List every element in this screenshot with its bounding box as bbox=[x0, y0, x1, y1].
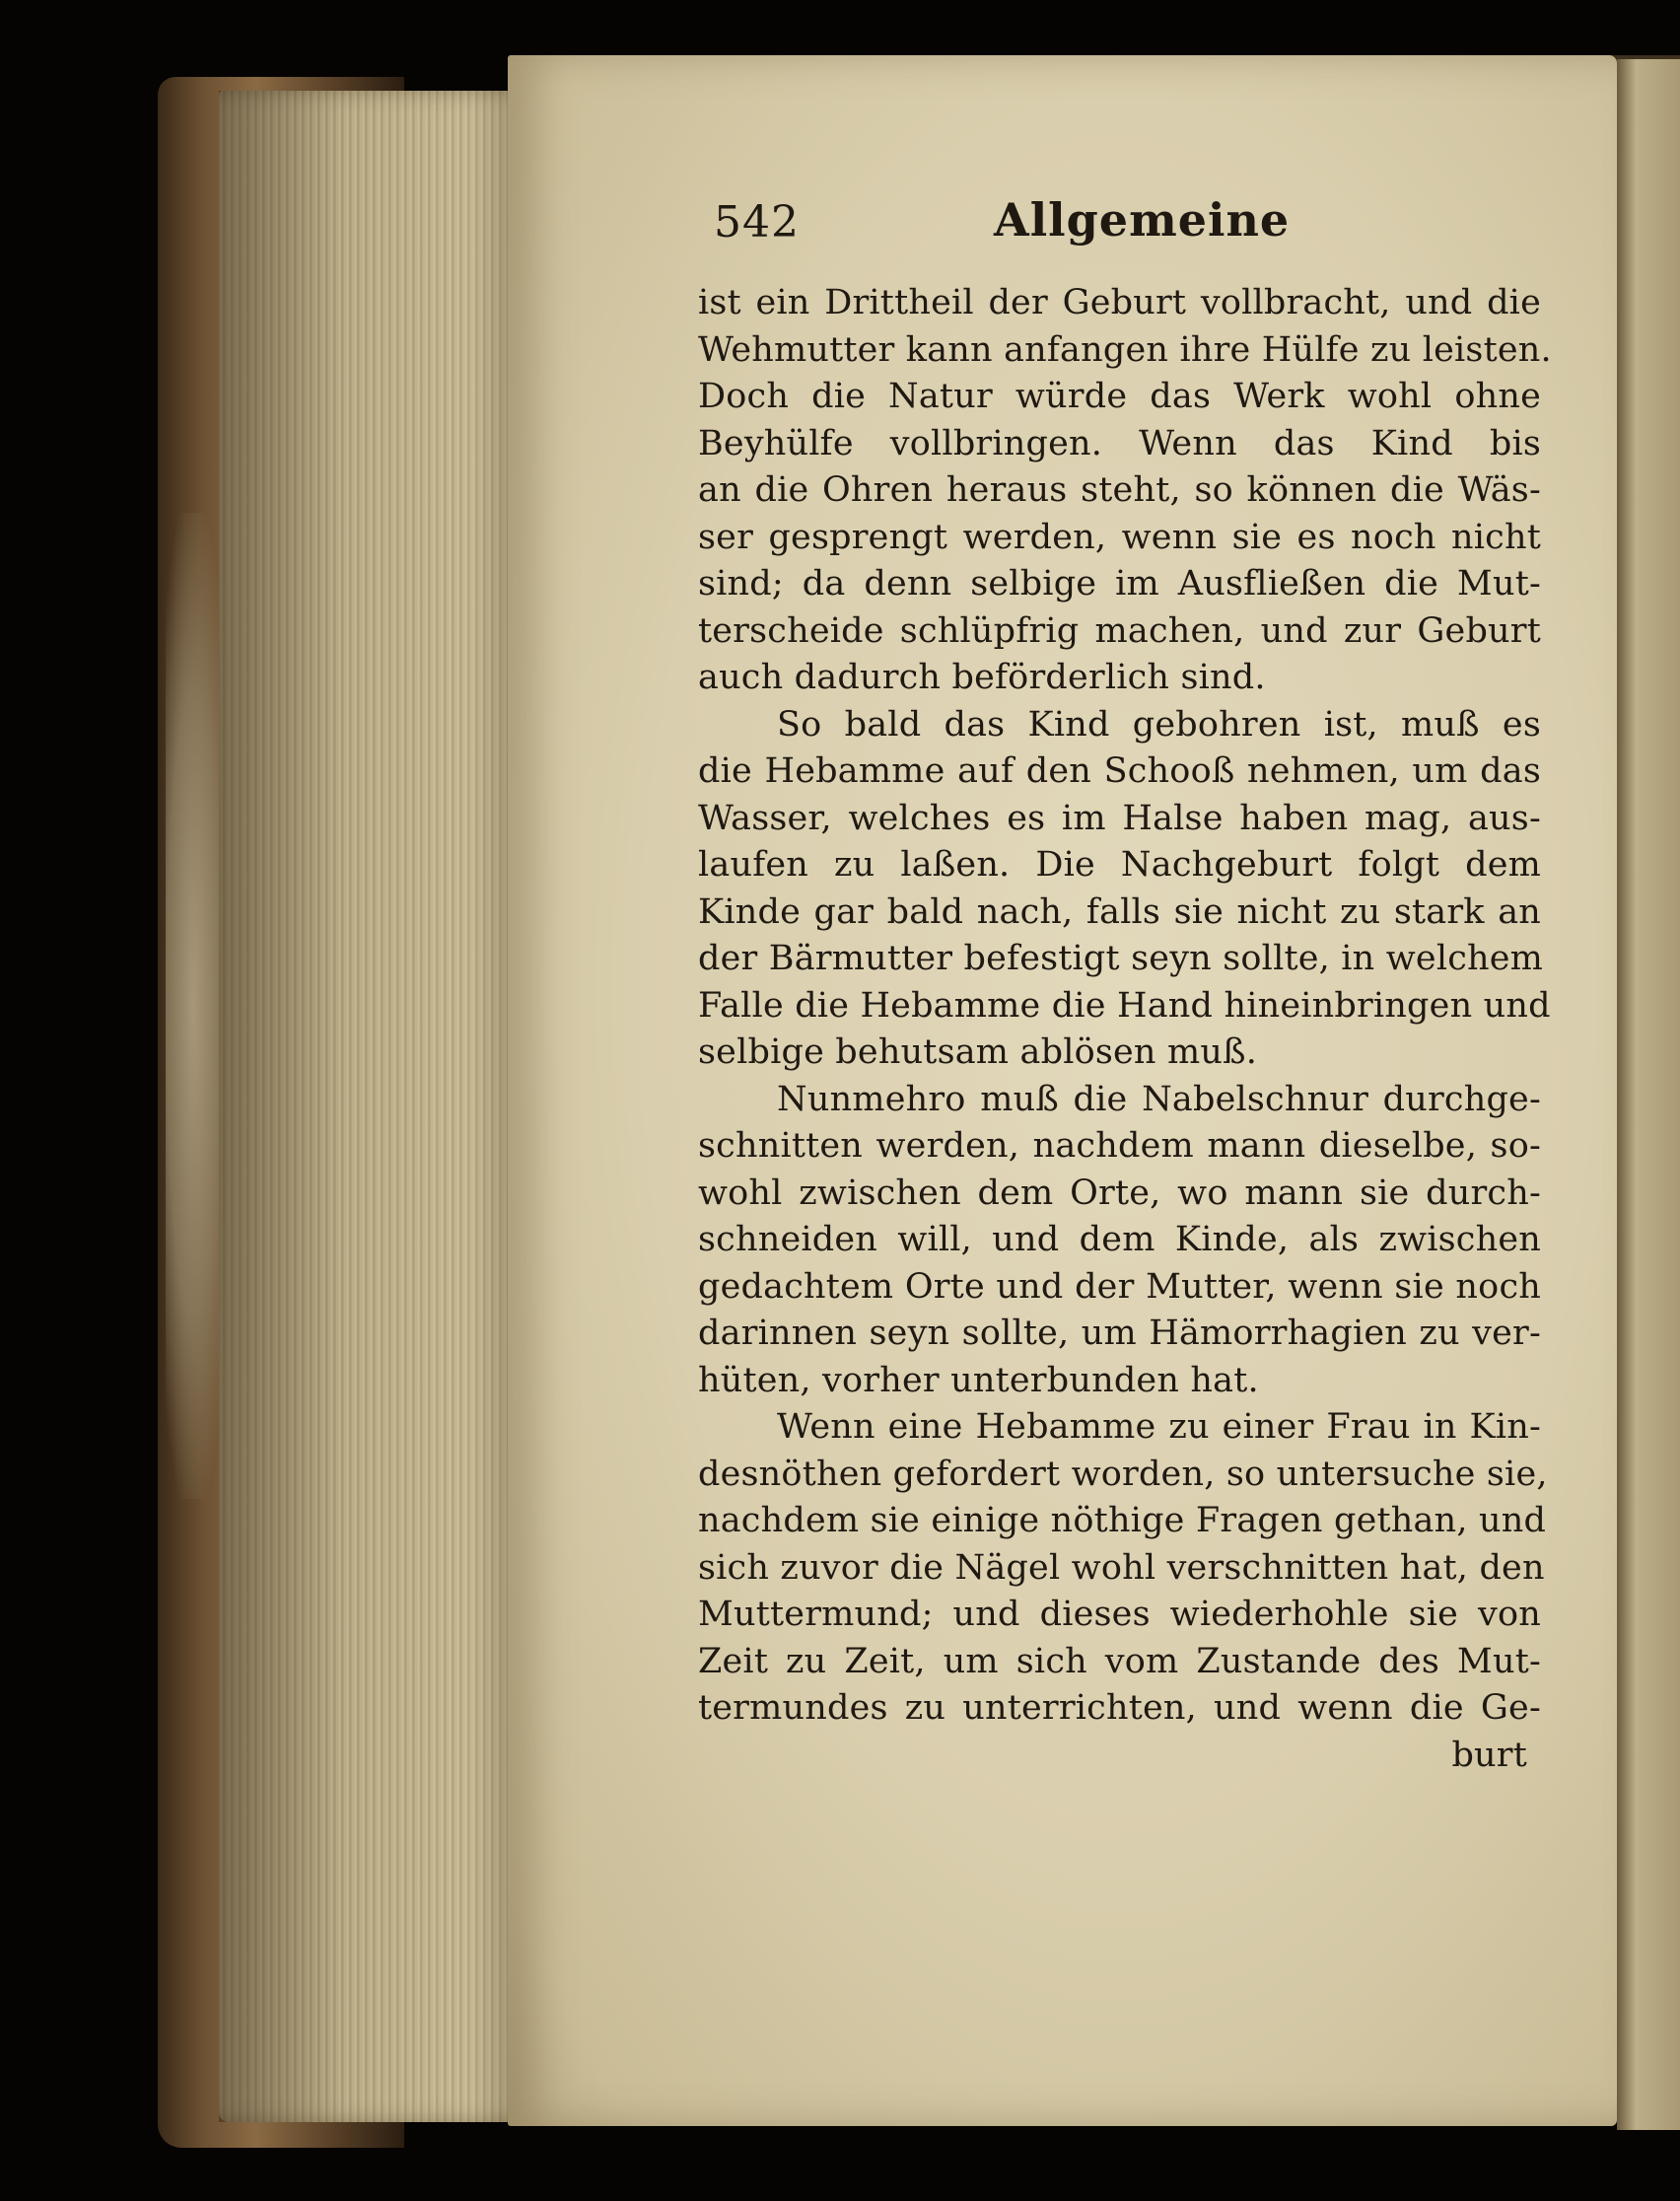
text-line: Doch die Natur würde das Werk wohl ohne bbox=[698, 377, 1541, 416]
text-line: desnöthen gefordert worden, so untersuche sie, bbox=[698, 1454, 1548, 1494]
text-line: hüten, vorher unterbunden hat. bbox=[698, 1360, 1259, 1400]
text-line: schnitten werden, nachdem mann dieselbe, so- bbox=[698, 1126, 1541, 1166]
body-text bbox=[698, 280, 1552, 1733]
text-line: sich zuvor die Nägel wohl verschnitten hat, den bbox=[698, 1547, 1545, 1588]
text-line: gedachtem Orte und der Mutter, wenn sie noch bbox=[698, 1266, 1541, 1307]
text-line: Wenn eine Hebamme zu einer Frau in Kin- bbox=[777, 1407, 1541, 1447]
text-line: schneiden will, und dem Kinde, als zwischen bbox=[698, 1220, 1541, 1259]
text-line: darinnen seyn sollte, um Hämorrhagien zu ver- bbox=[698, 1314, 1541, 1353]
text-line: So bald das Kind gebohren ist, muß es bbox=[777, 704, 1541, 745]
running-head: Allgemeine bbox=[994, 193, 1291, 247]
text-line: an die Ohren heraus steht, so können die Wäs- bbox=[698, 470, 1541, 510]
text-line: der Bärmutter befestigt seyn sollte, in welchem bbox=[698, 939, 1544, 978]
text-line: termundes zu unterrichten, und wenn die Ge- bbox=[698, 1688, 1541, 1728]
text-line: Nunmehro muß die Nabelschnur durchge- bbox=[777, 1079, 1541, 1119]
text-line: nachdem sie einige nöthige Fragen gethan, und bbox=[698, 1501, 1547, 1540]
text-line: Falle die Hebamme die Hand hineinbringen und bbox=[698, 985, 1551, 1026]
paragraph bbox=[698, 702, 1551, 1077]
page-header bbox=[698, 187, 1541, 266]
text-line: Muttermund; und dieses wiederhohle sie von bbox=[698, 1595, 1541, 1634]
next-page-edge bbox=[1617, 59, 1680, 2130]
paragraph bbox=[698, 1404, 1548, 1733]
page-text-block bbox=[698, 187, 1552, 1779]
text-line: Wasser, welches es im Halse haben mag, aus- bbox=[698, 798, 1541, 838]
text-line: ist ein Drittheil der Geburt vollbracht, und die bbox=[698, 283, 1541, 322]
text-line: auch dadurch beförderlich sind. bbox=[698, 658, 1266, 697]
paragraph bbox=[698, 280, 1552, 702]
text-line: selbige behutsam ablösen muß. bbox=[698, 1032, 1258, 1072]
paragraph bbox=[698, 1077, 1541, 1405]
text-line: wohl zwischen dem Orte, wo mann sie durch- bbox=[698, 1172, 1541, 1213]
text-line: Beyhülfe vollbringen. Wenn das Kind bis bbox=[698, 423, 1541, 463]
text-line: Zeit zu Zeit, um sich vom Zustande des Mut- bbox=[698, 1641, 1541, 1681]
text-line: sind; da denn selbige im Ausfließen die Mut- bbox=[698, 564, 1541, 604]
text-line: ser gesprengt werden, wenn sie es noch nicht bbox=[698, 517, 1541, 557]
page-number: 542 bbox=[714, 197, 800, 248]
catchword-row bbox=[698, 1733, 1541, 1780]
page-edges-shadow bbox=[219, 91, 534, 2122]
text-line: Wehmutter kann anfangen ihre Hülfe zu leisten. bbox=[698, 329, 1552, 370]
text-line: Kinde gar bald nach, falls sie nicht zu stark an bbox=[698, 891, 1541, 932]
text-line: laufen zu laßen. Die Nachgeburt folgt dem bbox=[698, 845, 1541, 885]
text-line: die Hebamme auf den Schooß nehmen, um das bbox=[698, 751, 1541, 791]
catchword: burt bbox=[1451, 1735, 1527, 1775]
text-line: terscheide schlüpfrig machen, und zur Geburt bbox=[698, 610, 1541, 651]
